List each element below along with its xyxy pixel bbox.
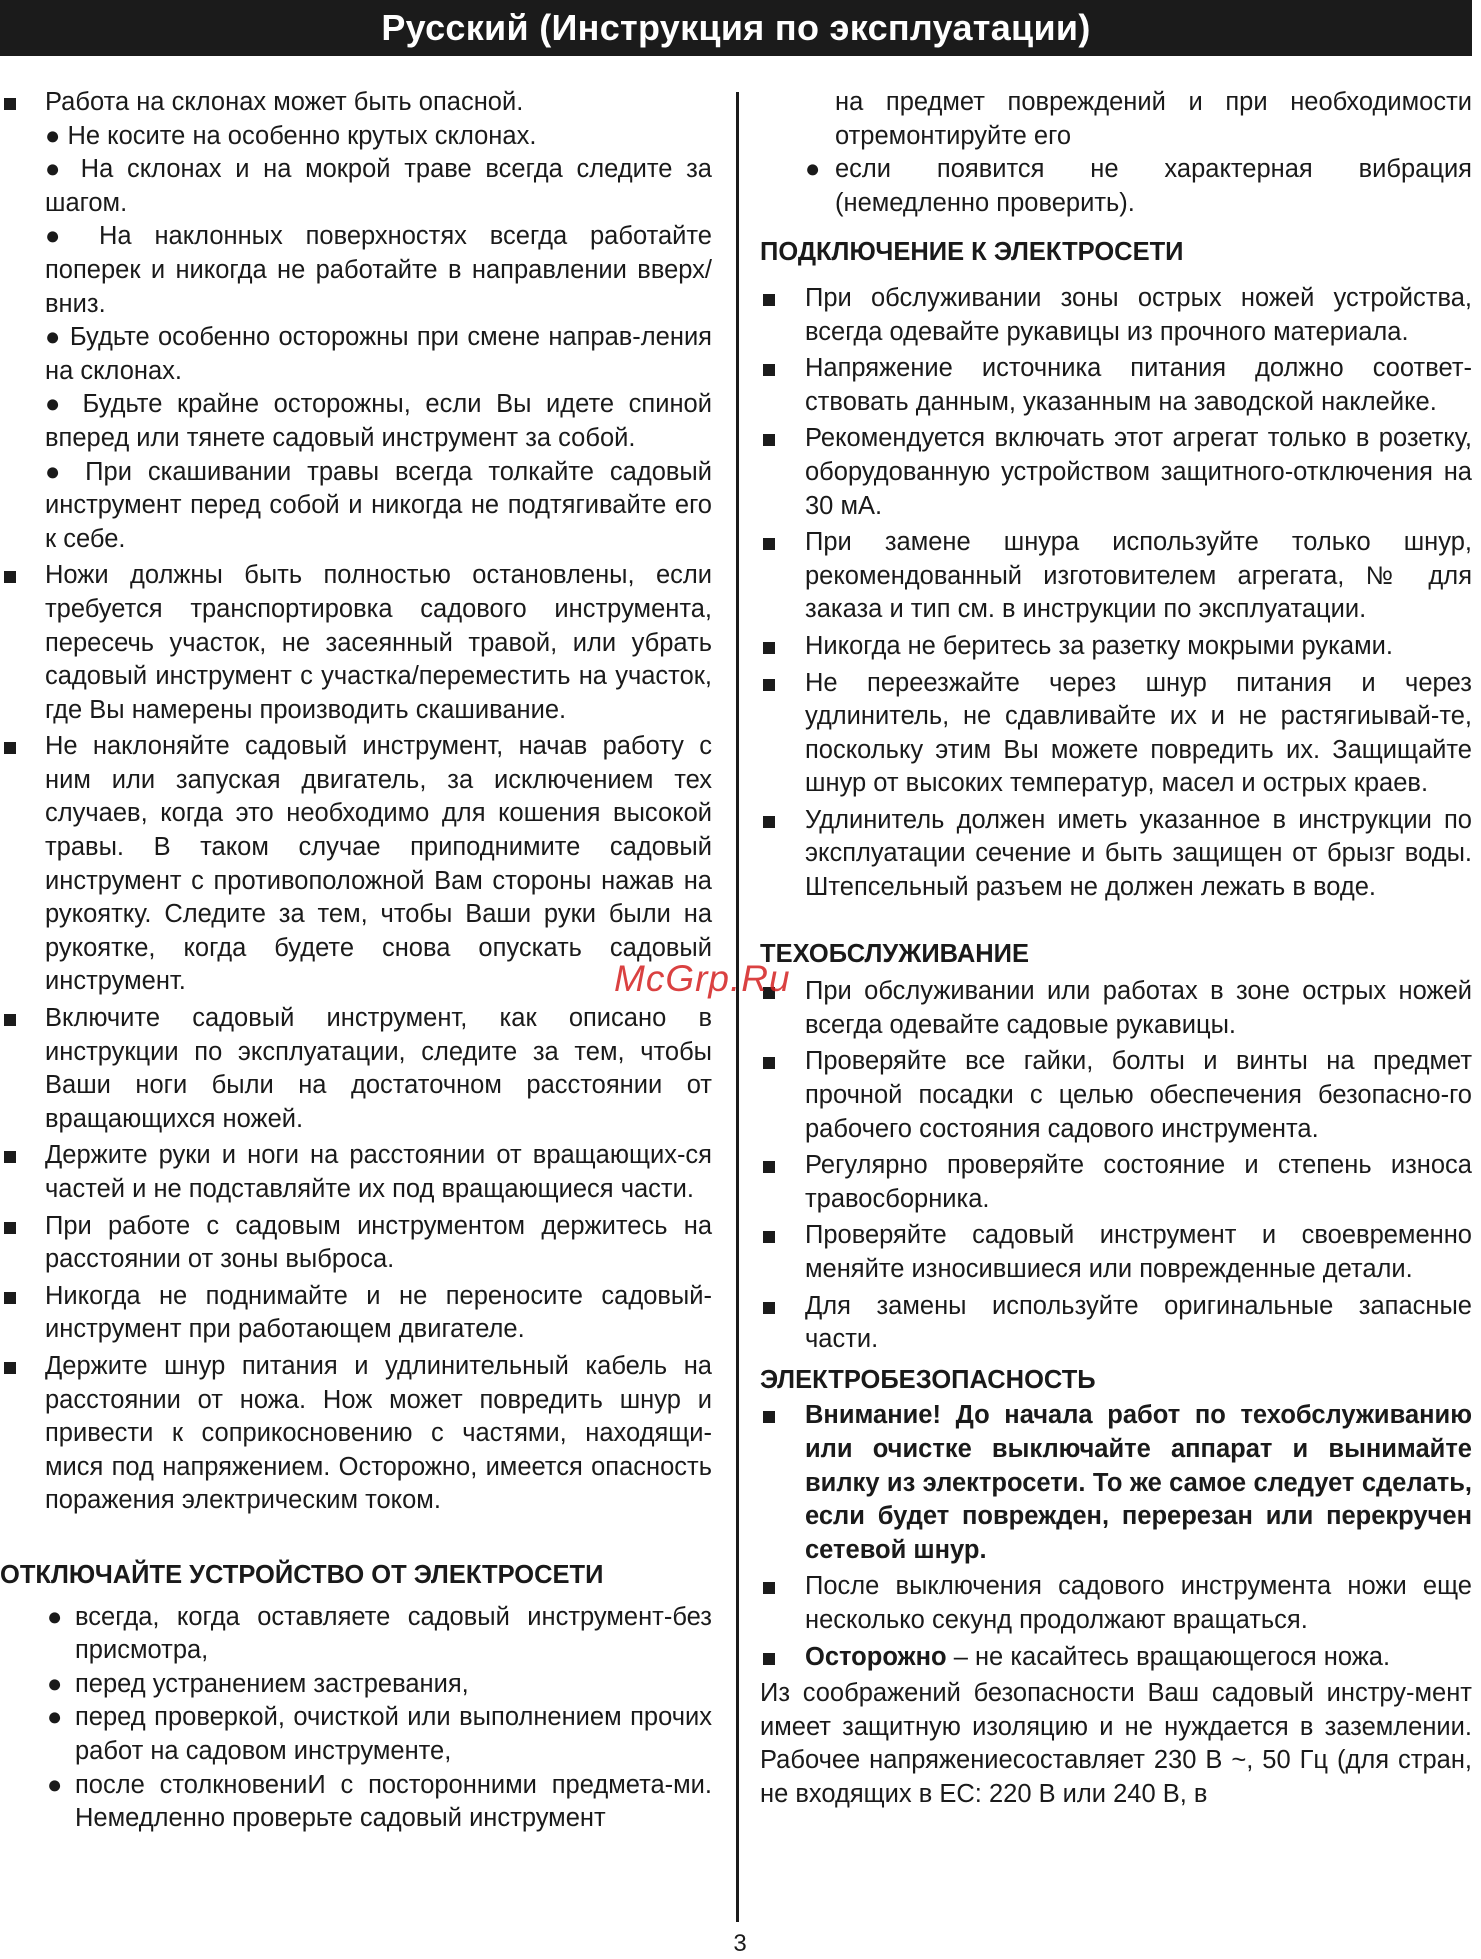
item-text: Никогда не поднимайте и не переносите садовый-инструмент при работающем двигателе.: [45, 1281, 712, 1344]
square-bullet-icon: [763, 1582, 775, 1594]
list-item: [760, 630, 1472, 664]
item-text: Рекомендуется включать этот агрегат только в розетку, оборудованную устройством защитного-отключения на 30 мА.: [805, 424, 1472, 520]
right-column: [760, 86, 1472, 1812]
list-item: [0, 559, 712, 727]
item-text: После выключения садового инструмента ножи еще несколько секунд продолжают вращаться.: [805, 1572, 1472, 1634]
sub-item: ● Будьте особенно осторожны при смене направ-ления на склонах.: [45, 323, 712, 385]
item-text: Регулярно проверяйте состояние и степень износа травосборника.: [805, 1151, 1472, 1213]
square-bullet-icon: [763, 364, 775, 376]
item-text: всегда, когда оставляете садовый инструмент-без присмотра,: [75, 1602, 712, 1665]
item-text: Удлинитель должен иметь указанное в инструкции по эксплуатации сечение и быть защищен от брызг воды. Штепсельный разъем не должен лежать в воде.: [805, 805, 1472, 902]
list-item: [760, 352, 1472, 419]
square-bullet-icon: [763, 434, 775, 446]
caution-text: – не касайтесь вращающегося ножа.: [946, 1642, 1391, 1671]
list-item: [760, 1399, 1472, 1567]
item-text: если появится не характерная вибрация (немедленно проверить).: [835, 155, 1472, 217]
square-bullet-icon: [763, 1161, 775, 1173]
square-bullet-icon: [763, 294, 775, 306]
list-item: [0, 1280, 712, 1347]
round-bullet-icon: ●: [805, 155, 821, 184]
page-header: [0, 0, 1472, 56]
square-bullet-icon: [763, 1653, 775, 1665]
list-item: [760, 1641, 1472, 1675]
item-text: Держите руки и ноги на расстоянии от вращающих-ся частей и не подставляйте их под вращающиеся части.: [45, 1141, 712, 1203]
square-bullet-icon: [4, 1362, 16, 1374]
item-text: При работе с садовым инструментом держитесь на расстоянии от зоны выброса.: [45, 1211, 712, 1274]
square-bullet-icon: [4, 98, 16, 110]
list-item: [0, 1668, 712, 1702]
list-item: [0, 1601, 712, 1668]
round-bullet-icon: ●: [47, 1770, 63, 1799]
item-text: Проверяйте садовый инструмент и своевременно меняйте износившиеся или поврежденные детали.: [805, 1221, 1472, 1283]
list-item: [0, 86, 712, 556]
list-item: [760, 282, 1472, 349]
caution-label: Осторожно: [805, 1642, 947, 1671]
list-item: [760, 667, 1472, 801]
item-text: Ножи должны быть полностью остановлены, если требуется транспортировка садового инструмента, пересечь участок, не засеянный травой, или убрать садовый инструмент с участка/переместить на участок, где Вы намерены производить скашивание.: [45, 561, 712, 724]
square-bullet-icon: [4, 1151, 16, 1163]
list-item: [760, 1570, 1472, 1637]
list-item: [760, 526, 1472, 627]
item-text: Не переезжайте через шнур питания и через удлинитель, не сдавливайте их и не растягиывай-те, поскольку этим Вы можете повредить их. Защищайте шнур от высоких температур, масел и острых краев.: [805, 668, 1472, 798]
list-item: [760, 153, 1472, 220]
item-text: Напряжение источника питания должно соответ-ствовать данным, указанным на заводской наклейке.: [805, 354, 1472, 416]
item-text: При замене шнура используйте только шнур, рекомендованный изготовителем агрегата, № для заказа и тип см. в инструкции по эксплуатации.: [805, 528, 1472, 624]
square-bullet-icon: [763, 1057, 775, 1069]
square-bullet-icon: [763, 642, 775, 654]
left-column: [0, 86, 712, 1836]
round-bullet-icon: ●: [47, 1703, 63, 1732]
square-bullet-icon: [763, 538, 775, 550]
sub-item: ● При скашивании травы всегда толкайте садовый инструмент перед собой и никогда не подтягивайте его к себе.: [45, 457, 712, 553]
sub-item: ● Будьте крайне осторожны, если Вы идете спиной вперед или тянете садовый инструмент за собой.: [45, 390, 712, 452]
list-item: [0, 1139, 712, 1206]
square-bullet-icon: [4, 571, 16, 583]
column-divider: [736, 92, 739, 1922]
square-bullet-icon: [763, 1302, 775, 1314]
sub-item: ● На склонах и на мокрой траве всегда следите за шагом.: [45, 155, 712, 217]
list-item: [760, 1219, 1472, 1286]
item-text: При обслуживании или работах в зоне острых ножей всегда одевайте садовые рукавицы.: [805, 977, 1472, 1039]
item-text: При обслуживании зоны острых ножей устройства, всегда одевайте рукавицы из прочного материала.: [805, 283, 1472, 346]
square-bullet-icon: [4, 742, 16, 754]
watermark-logo: McGrp.Ru: [614, 958, 791, 999]
item-text: Держите шнур питания и удлинительный кабель на расстоянии от ножа. Нож может повредить шнур и привести к соприкосновению с частями, находящи-мися под напряжением. Осторожно, имеется опасность поражения электрическим током.: [45, 1351, 712, 1515]
item-text: Для замены используйте оригинальные запасные части.: [805, 1291, 1472, 1354]
list-item: [760, 1149, 1472, 1216]
list-item: [760, 1290, 1472, 1357]
item-text: Не наклоняйте садовый инструмент, начав работу с ним или запуская двигатель, за исключением тех случаев, когда это необходимо для кошения высокой травы. В таком случае приподнимите садовый инструмент с противоположной Вам стороны нажав на рукоятку. Следите за тем, чтобы Ваши руки были на рукоятке, когда будете снова опускать садовый инструмент.: [45, 732, 712, 996]
list-item: [0, 1350, 712, 1518]
square-bullet-icon: [763, 679, 775, 691]
list-item: [760, 975, 1472, 1042]
item-text: перед устранением застревания,: [75, 1669, 469, 1698]
sub-item: ● Не косите на особенно крутых склонах.: [45, 121, 537, 150]
section-heading-electrical-safety: ЭЛЕКТРОБЕЗОПАСНОСТЬ: [760, 1365, 1096, 1394]
section-heading-disconnect: ОТКЛЮЧАЙТЕ УСТРОЙСТВО ОТ ЭЛЕКТРОСЕТИ: [0, 1560, 604, 1589]
page-number: 3: [733, 1930, 747, 1957]
list-item: [0, 730, 712, 999]
item-text: Включите садовый инструмент, как описано в инструкции по эксплуатации, следите за тем, чтобы Ваши ноги были на достаточном расстоянии от вращающихся ножей.: [45, 1004, 712, 1133]
square-bullet-icon: [4, 1222, 16, 1234]
section-heading-connect: ПОДКЛЮЧЕНИЕ К ЭЛЕКТРОСЕТИ: [760, 238, 1184, 267]
warning-text: Внимание! До начала работ по техобслуживанию или очистке выключайте аппарат и вынимайте вилку из электросети. То же самое следует сделать, если будет поврежден, перерезан или перекручен сетевой шнур.: [805, 1401, 1472, 1564]
section-heading-maintenance: ТЕХОБСЛУЖИВАНИЕ: [760, 939, 1029, 968]
list-item: [760, 422, 1472, 523]
item-text: Никогда не беритесь за разетку мокрыми руками.: [805, 631, 1393, 660]
item-text: Работа на склонах может быть опасной.: [45, 88, 524, 116]
list-item: [760, 1045, 1472, 1146]
item-text: после столкновениИ с посторонними предмета-ми. Немедленно проверьте садовый инструмент: [75, 1770, 712, 1833]
item-text: Проверяйте все гайки, болты и винты на предмет прочной посадки с целью обеспечения безопасно-го рабочего состояния садового инструмента.: [805, 1047, 1472, 1143]
list-item: [0, 1701, 712, 1768]
square-bullet-icon: [763, 816, 775, 828]
round-bullet-icon: ●: [47, 1669, 63, 1698]
list-item: [0, 1002, 712, 1136]
list-item: [0, 1210, 712, 1277]
closing-paragraph: Из соображений безопасности Ваш садовый инстру-мент имеет защитную изоляцию и не нуждается в заземлении. Рабочее напряжениесоставляет 230 В ~, 50 Гц (для стран, не входящих в ЕС: 220 В или 240 В, в: [760, 1679, 1472, 1808]
continued-text: на предмет повреждений и при необходимости отремонтируйте его: [835, 88, 1472, 150]
page-title: Русский (Инструкция по эксплуатации): [381, 7, 1091, 48]
round-bullet-icon: ●: [47, 1602, 63, 1631]
item-text: перед проверкой, очисткой или выполнением прочих работ на садовом инструменте,: [75, 1703, 712, 1765]
list-item: [760, 804, 1472, 905]
square-bullet-icon: [763, 1231, 775, 1243]
square-bullet-icon: [4, 1292, 16, 1304]
square-bullet-icon: [4, 1014, 16, 1026]
sub-item: ● На наклонных поверхностях всегда работайте поперек и никогда не работайте в направлении вверх/вниз.: [45, 222, 712, 318]
list-item: [0, 1769, 712, 1836]
square-bullet-icon: [763, 1411, 775, 1423]
